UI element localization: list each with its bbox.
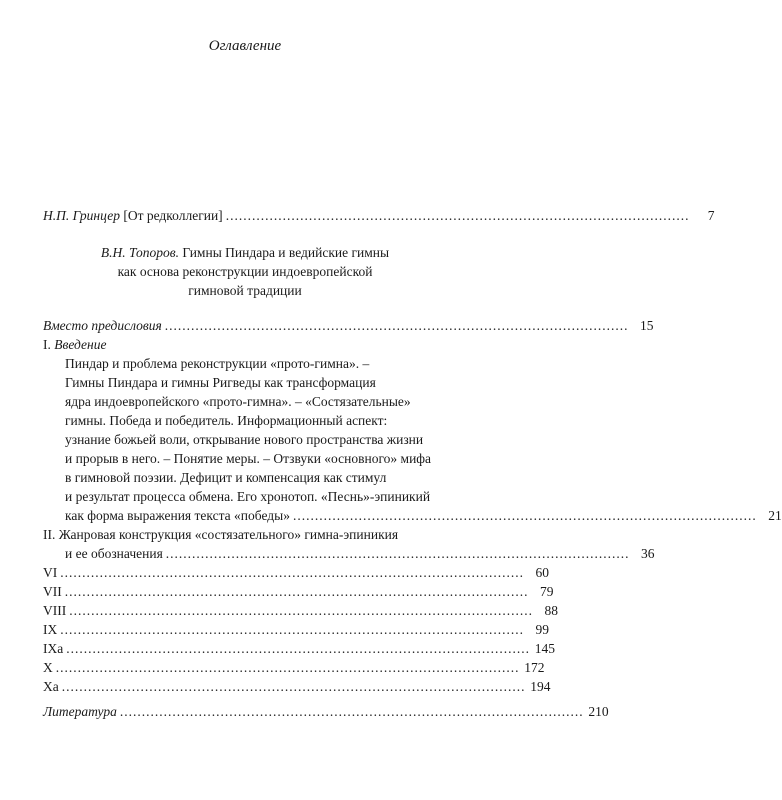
toc-entry-label bbox=[43, 335, 106, 354]
description-line: узнание божьей воли, открывание нового пространства жизни bbox=[65, 432, 424, 447]
toc-entry-label: X bbox=[43, 660, 53, 675]
page-number: 15 bbox=[640, 318, 654, 333]
page-number: 210 bbox=[588, 704, 609, 719]
page-number: 36 bbox=[641, 546, 655, 561]
page-title: Оглавление bbox=[208, 38, 282, 54]
toc-entry-chapter-7[interactable] bbox=[43, 582, 554, 601]
description-line: гимны. Победа и победитель. Информационный аспект: bbox=[65, 413, 388, 428]
editorial-author: Н.П. Гринцер bbox=[43, 208, 120, 223]
page-number: 79 bbox=[540, 584, 554, 599]
toc-entry-label: II. Жанровая конструкция «состязательного» гимна-эпиникия bbox=[43, 527, 399, 542]
toc-entry-label: как форма выражения текста «победы» bbox=[65, 508, 290, 523]
toc-entry-literature[interactable] bbox=[43, 702, 609, 721]
leader-dots: .......................................................................................................... bbox=[55, 660, 520, 675]
page-number: 172 bbox=[524, 660, 545, 675]
section-title-line2: как основа реконструкции индоевропейской bbox=[117, 264, 373, 279]
toc-entry-label: IX bbox=[43, 622, 58, 637]
leader-dots: .......................................................................................................... bbox=[60, 622, 524, 637]
leader-dots: .......................................................................................................... bbox=[69, 603, 533, 618]
leader-dots: .......................................................................................................... bbox=[292, 508, 757, 523]
page-number: 7 bbox=[707, 208, 715, 223]
toc-entry-chapter-10a[interactable] bbox=[43, 677, 551, 696]
leader-dots: .......................................................................................................... bbox=[60, 565, 524, 580]
section-header bbox=[0, 243, 490, 300]
description-line: и прорыв в него. – Понятие меры. – Отзвуки «основного» мифа bbox=[65, 451, 432, 466]
page-number: 21 bbox=[768, 508, 782, 523]
toc-entry-chapter-8[interactable] bbox=[43, 601, 558, 620]
description-line: в гимновой поэзии. Дефицит и компенсация как стимул bbox=[65, 470, 387, 485]
toc-entry-chapter-10[interactable] bbox=[43, 658, 545, 677]
toc-entry-chapter-1-heading[interactable] bbox=[43, 335, 456, 354]
page-number: 145 bbox=[534, 641, 555, 656]
description-line: ядра индоевропейского «прото-гимна». – «Состязательные» bbox=[65, 394, 411, 409]
chapter-1-description bbox=[65, 354, 460, 506]
toc-entry-chapter-6[interactable] bbox=[43, 563, 549, 582]
leader-dots: .......................................................................................................... bbox=[164, 318, 629, 333]
toc-entry-editorial[interactable] bbox=[43, 206, 715, 225]
leader-dots: .......................................................................................................... bbox=[225, 208, 690, 223]
toc-entry-chapter-2[interactable] bbox=[65, 544, 655, 563]
leader-dots: .......................................................................................................... bbox=[61, 679, 526, 694]
toc-entry-label: VI bbox=[43, 565, 58, 580]
toc-entry-preface[interactable] bbox=[43, 316, 654, 335]
page-number: 60 bbox=[535, 565, 549, 580]
toc-entry-label: IXa bbox=[43, 641, 64, 656]
toc-entry-label: VII bbox=[43, 584, 62, 599]
description-line: Гимны Пиндара и гимны Ригведы как трансформация bbox=[65, 375, 376, 390]
toc-entry-chapter-9a[interactable] bbox=[43, 639, 555, 658]
leader-dots: .......................................................................................................... bbox=[66, 641, 530, 656]
description-line: Пиндар и проблема реконструкции «прото-гимна». – bbox=[65, 356, 370, 371]
chapter-number: I. bbox=[43, 337, 51, 352]
leader-dots: .......................................................................................................... bbox=[165, 546, 630, 561]
section-author: В.Н. Топоров. bbox=[100, 245, 180, 260]
description-line: и результат процесса обмена. Его хронотоп. «Песнь»-эпиникий bbox=[65, 489, 431, 504]
toc-entry-label: Литература bbox=[43, 704, 117, 719]
page-number: 194 bbox=[530, 679, 551, 694]
toc-entry-label: Xa bbox=[43, 679, 59, 694]
toc-entry-label bbox=[43, 206, 223, 225]
toc-entry-chapter-9[interactable] bbox=[43, 620, 549, 639]
toc-entry-chapter-1[interactable] bbox=[65, 506, 782, 525]
section-title-line1: Гимны Пиндара и ведийские гимны bbox=[182, 245, 390, 260]
toc-entry-chapter-2-line1 bbox=[43, 525, 456, 544]
page-number: 99 bbox=[535, 622, 549, 637]
toc-entry-label: и ее обозначения bbox=[65, 546, 163, 561]
leader-dots: .......................................................................................................... bbox=[64, 584, 529, 599]
editorial-title: [От редколлегии] bbox=[123, 208, 223, 223]
toc-entry-label: VIII bbox=[43, 603, 67, 618]
chapter-label: Введение bbox=[54, 337, 107, 352]
toc-entry-label: Вместо предисловия bbox=[43, 318, 162, 333]
leader-dots: .......................................................................................................... bbox=[119, 704, 584, 719]
section-title-line3: гимновой традиции bbox=[188, 283, 302, 298]
page-number: 88 bbox=[544, 603, 558, 618]
